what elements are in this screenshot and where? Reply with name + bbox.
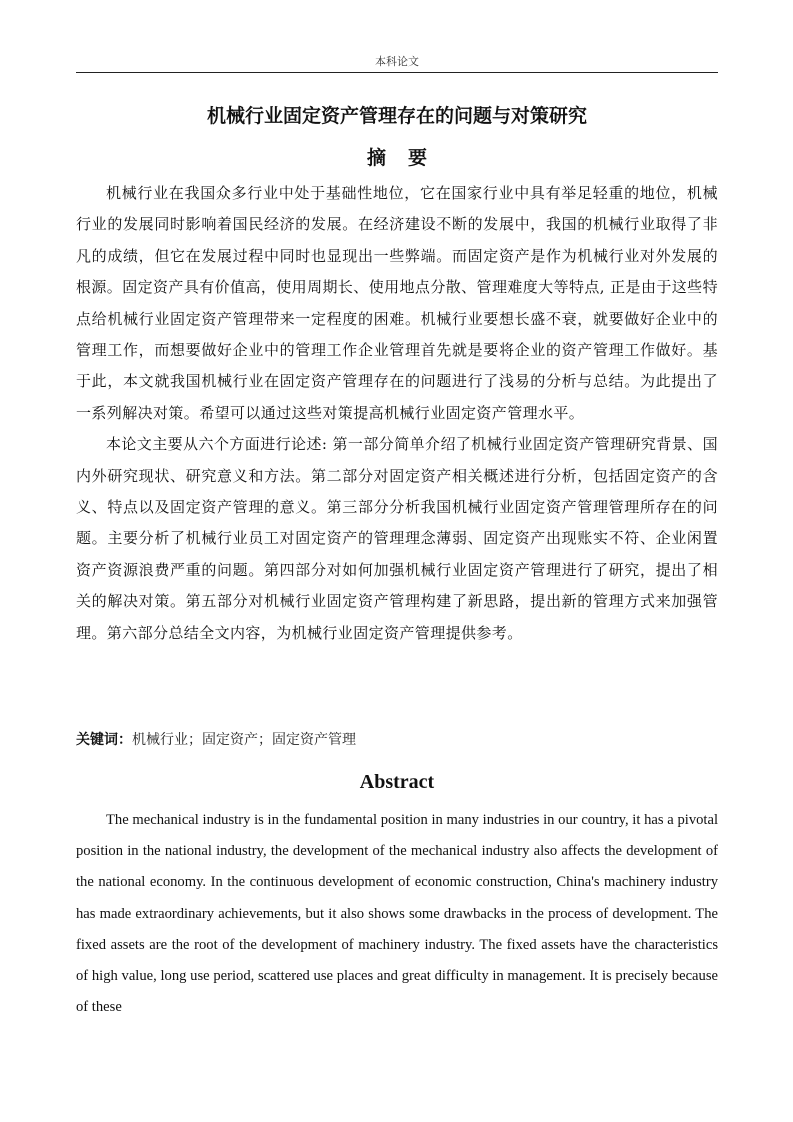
- abstract-cn-heading: 摘要: [366, 147, 449, 169]
- abstract-en-paragraph: The mechanical industry is in the fundamental position in many industries in our country, it has a pivotal position in the national industry, the development of the mechanical industry also affects the development of the national economy. In the continuous development of economic construction, China's machinery industry has made extraordinary achievements, but it also shows some drawbacks in the process of development. The fixed assets are the root of the development of machinery industry. The fixed assets have the characteristics of high value, long use period, scattered use places and great difficulty in management. It is precisely because of these: [76, 812, 718, 1016]
- paper-title: 机械行业固定资产管理存在的问题与对策研究: [206, 105, 587, 127]
- keywords-label: 关键词：: [76, 732, 132, 748]
- keywords-values: 机械行业；固定资产；固定资产管理: [132, 732, 356, 748]
- abstract-cn-body: [76, 178, 718, 649]
- abstract-cn-paragraph: 本论文主要从六个方面进行论述: 第一部分简单介绍了机械行业固定资产管理研究背景、国内外研究现状、研究意义和方法。第二部分对固定资产相关概述进行分析，包括固定资产的含义、特点以及固定资产管理的意义。第三部分分析我国机械行业固定资产管理管理所存在的问题。主要分析了机械行业员工对固定资产的管理理念薄弱、固定资产出现账实不符、企业闲置资产资源浪费严重的问题。第四部分对如何加强机械行业固定资产管理进行了研究，提出了相关的解决对策。第五部分对机械行业固定资产管理构建了新思路，提出新的管理方式来加强管理。第六部分总结全文内容，为机械行业固定资产管理提供参考。: [76, 435, 718, 642]
- running-header: 本科论文: [375, 55, 419, 68]
- abstract-en-body: [76, 805, 718, 1023]
- abstract-en-heading: Abstract: [359, 771, 435, 793]
- keywords-line: [76, 728, 718, 752]
- abstract-cn-paragraph: 机械行业在我国众多行业中处于基础性地位，它在国家行业中具有举足轻重的地位，机械行业的发展同时影响着国民经济的发展。在经济建设不断的发展中，我国的机械行业取得了非凡的成绩，但它在发展过程中同时也显现出一些弊端。而固定资产是作为机械行业对外发展的根源。固定资产具有价值高，使用周期长、使用地点分散、管理难度大等特点, 正是由于这些特点给机械行业固定资产管理带来一定程度的困难。机械行业要想长盛不衰，就要做好企业中的管理工作，而想要做好企业中的管理工作企业管理首先就是要将企业的资产管理工作做好。基于此，本文就我国机械行业在固定资产管理存在的问题进行了浅易的分析与总结。为此提出了一系列解决对策。希望可以通过这些对策提高机械行业固定资产管理水平。: [76, 184, 718, 422]
- header-rule: [76, 72, 718, 73]
